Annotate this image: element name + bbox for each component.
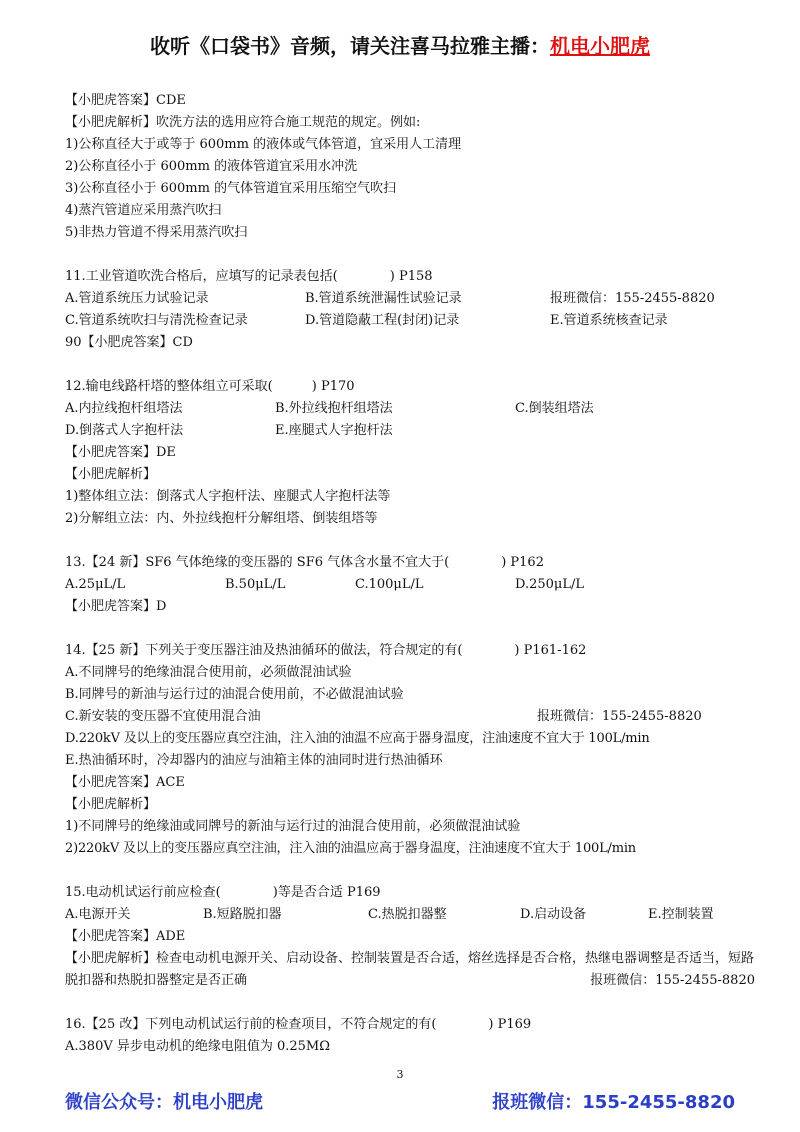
page-header xyxy=(0,30,800,59)
q14-option-d: D.220kV 及以上的变压器应真空注油，注入油的油温不应高于器身温度，注油速度不宜大于 100L/min xyxy=(65,731,650,746)
q14-point-1: 1)不同牌号的绝缘油或同牌号的新油与运行过的油混合使用前，必须做混油试验 xyxy=(65,819,521,834)
q15-analysis: 【小肥虎解析】检查电动机电源开关、启动设备、控制装置是否合适，熔丝选择是否合格，热继电器调整是否适当，短路脱扣器和热脱扣器整定是否正确 xyxy=(65,951,755,988)
q16-stem: 16.【25 改】下列电动机试运行前的检查项目，不符合规定的有( ) P169 xyxy=(65,1017,532,1032)
q12-option-b: B.外拉线抱杆组塔法 xyxy=(275,401,393,416)
q12-point-1: 1)整体组立法：倒落式人字抱杆法、座腿式人字抱杆法等 xyxy=(65,489,391,504)
q13-option-d: D.250μL/L xyxy=(515,577,584,592)
q15-options-row xyxy=(65,904,755,926)
q13-stem: 13.【24 新】SF6 气体绝缘的变压器的 SF6 气体含水量不宜大于( ) P162 xyxy=(65,555,544,570)
q11-answer: 90【小肥虎答案】CD xyxy=(65,335,193,350)
q12-point-2: 2)分解组立法：内、外拉线抱杆分解组塔、倒装组塔等 xyxy=(65,511,378,526)
q11-wechat: 报班微信：155-2455-8820 xyxy=(550,291,715,306)
prev-point-4: 4)蒸汽管道应采用蒸汽吹扫 xyxy=(65,203,222,218)
footer-wechat-account: 微信公众号：机电小肥虎 xyxy=(65,1092,263,1113)
q13-option-a: A.25μL/L xyxy=(65,577,126,592)
page-number: 3 xyxy=(396,1068,404,1081)
q11-options-row-1 xyxy=(65,288,755,310)
q14-wechat: 报班微信：155-2455-8820 xyxy=(537,709,702,724)
prev-analysis: 【小肥虎解析】吹洗方法的选用应符合施工规范的规定。例如: xyxy=(65,115,421,130)
q14-option-a: A.不同牌号的绝缘油混合使用前，必须做混油试验 xyxy=(65,665,352,680)
q12-option-c: C.倒装组塔法 xyxy=(515,401,594,416)
q12-option-a: A.内拉线抱杆组塔法 xyxy=(65,401,183,416)
footer-enroll-wechat: 报班微信：155-2455-8820 xyxy=(492,1092,735,1113)
host-name-link[interactable]: 机电小肥虎 xyxy=(550,34,650,58)
prev-point-2: 2)公称直径小于 600mm 的液体管道宜采用水冲洗 xyxy=(65,159,358,174)
q14-point-2: 2)220kV 及以上的变压器应真空注油，注入油的油温应高于器身温度，注油速度不宜大于 100L/min xyxy=(65,841,636,856)
q12-options-row-2 xyxy=(65,420,755,442)
q14-option-c: C.新安装的变压器不宜使用混合油 xyxy=(65,709,261,724)
prev-point-5: 5)非热力管道不得采用蒸汽吹扫 xyxy=(65,225,248,240)
q15-answer: 【小肥虎答案】ADE xyxy=(65,929,186,944)
q11-option-a: A.管道系统压力试验记录 xyxy=(65,291,209,306)
q15-stem: 15.电动机试运行前应检查( )等是否合适 P169 xyxy=(65,885,381,900)
q11-options-row-2 xyxy=(65,310,755,332)
q14-analysis: 【小肥虎解析】 xyxy=(65,797,157,812)
q12-stem: 12.输电线路杆塔的整体组立可采取( ) P170 xyxy=(65,379,355,394)
q16-option-a: A.380V 异步电动机的绝缘电阻值为 0.25MΩ xyxy=(65,1039,331,1054)
q12-option-d: D.倒落式人字抱杆法 xyxy=(65,423,184,438)
q11-option-e: E.管道系统核查记录 xyxy=(550,313,668,328)
q11-option-d: D.管道隐蔽工程(封闭)记录 xyxy=(305,313,460,328)
q15-option-e: E.控制装置 xyxy=(648,907,714,922)
q13-answer: 【小肥虎答案】D xyxy=(65,599,167,614)
q15-analysis-block xyxy=(65,948,755,992)
q13-option-b: B.50μL/L xyxy=(225,577,286,592)
prev-point-1: 1)公称直径大于或等于 600mm 的液体或气体管道，宜采用人工清理 xyxy=(65,137,462,152)
q12-options-row-1 xyxy=(65,398,755,420)
q14-option-b: B.同牌号的新油与运行过的油混合使用前，不必做混油试验 xyxy=(65,687,404,702)
q12-analysis: 【小肥虎解析】 xyxy=(65,467,157,482)
q12-option-e: E.座腿式人字抱杆法 xyxy=(275,423,393,438)
q15-option-d: D.启动设备 xyxy=(520,907,587,922)
q14-stem: 14.【25 新】下列关于变压器注油及热油循环的做法，符合规定的有( ) P161-162 xyxy=(65,643,587,658)
q14-answer: 【小肥虎答案】ACE xyxy=(65,775,185,790)
q14-option-e: E.热油循环时，冷却器内的油应与油箱主体的油同时进行热油循环 xyxy=(65,753,443,768)
header-prefix: 收听《口袋书》音频，请关注喜马拉雅主播： xyxy=(150,34,550,58)
prev-answer: 【小肥虎答案】CDE xyxy=(65,93,186,108)
q12-answer: 【小肥虎答案】DE xyxy=(65,445,176,460)
q15-wechat: 报班微信：155-2455-8820 xyxy=(590,973,755,988)
q11-option-b: B.管道系统泄漏性试验记录 xyxy=(305,291,462,306)
q15-option-c: C.热脱扣器整 xyxy=(368,907,447,922)
q15-option-b: B.短路脱扣器 xyxy=(203,907,282,922)
q13-option-c: C.100μL/L xyxy=(355,577,424,592)
q14-option-c-row xyxy=(65,706,755,728)
page-content xyxy=(65,90,755,1058)
q11-stem: 11.工业管道吹洗合格后，应填写的记录表包括( ) P158 xyxy=(65,269,433,284)
q15-option-a: A.电源开关 xyxy=(65,907,131,922)
prev-point-3: 3)公称直径小于 600mm 的气体管道宜采用压缩空气吹扫 xyxy=(65,181,397,196)
q11-option-c: C.管道系统吹扫与清洗检查记录 xyxy=(65,313,248,328)
q13-options-row xyxy=(65,574,755,596)
